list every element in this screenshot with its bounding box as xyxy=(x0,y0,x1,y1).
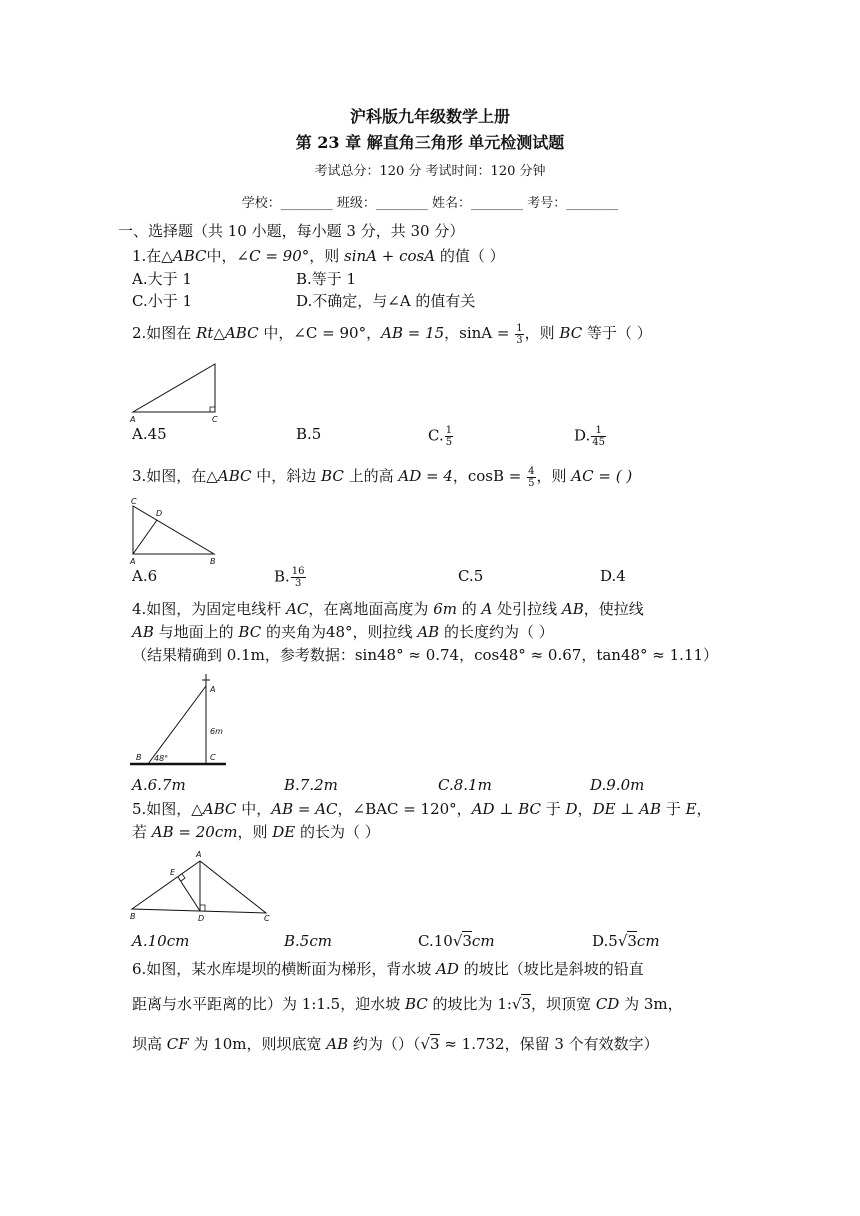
q6-stem-line-2: 距离与水平距离的比）为 1:1.5，迎水坡 BC 的坡比为 1:√3，坝顶宽 CD 为 3m， xyxy=(132,995,683,1013)
section-heading: 一、选择题（共 10 小题，每小题 3 分，共 30 分） xyxy=(118,222,465,240)
q3-option-d: D.4 xyxy=(600,567,626,585)
q5-stem-line-1: 5.如图，△ABC 中，AB = AC，∠BAC = 120°，AD ⊥ BC 于 D，DE ⊥ AB 于 E， xyxy=(132,800,712,818)
q2-label-a: A xyxy=(130,415,136,424)
q5-option-a: A.10cm xyxy=(132,932,190,950)
q2-triangle xyxy=(133,364,215,412)
q4-option-a: A.6.7m xyxy=(132,776,186,794)
q2-label-c: C xyxy=(212,415,218,424)
exam-info: 考试总分：120 分 考试时间：120 分钟 xyxy=(314,164,546,179)
q3-label-b: B xyxy=(210,557,216,566)
student-fields: 学校：________ 班级：________ 姓名：________ 考号：________ xyxy=(241,196,619,211)
q4-label-b: B xyxy=(136,753,142,762)
q4-label-angle: 48° xyxy=(154,754,169,763)
q1-option-a: A.大于 1 xyxy=(132,270,192,288)
q5-right-angle-d xyxy=(200,905,205,911)
q2-option-c: C. $\frac{1}{5}$ xyxy=(428,425,453,448)
q5-label-a: A xyxy=(196,850,202,859)
q3-triangle xyxy=(133,506,214,554)
q4-option-c: C.8.1m xyxy=(438,776,492,794)
q4-label-length: 6m xyxy=(210,727,223,736)
q2-stem: 2.如图在 Rt△ABC 中，∠C = 90°，AB = 15，sinA = $\frac{1}{3}$ ，则 BC 等于（ ） xyxy=(132,322,652,346)
q5-triangle xyxy=(132,861,266,913)
q4-stem-line-2: AB 与地面上的 BC 的夹角为48°，则拉线 AB 的长度约为（ ） xyxy=(132,623,554,641)
title-line-1: 沪科版九年级数学上册 xyxy=(349,107,510,126)
q5-stem-line-2: 若 AB = 20cm，则 DE 的长为（ ） xyxy=(132,823,380,841)
q5-option-b: B.5cm xyxy=(284,932,332,950)
q5-label-c: C xyxy=(264,914,270,923)
q1-option-c: C.小于 1 xyxy=(132,292,193,310)
q5-option-c: C.10√3cm xyxy=(418,932,495,950)
q3-label-c: C xyxy=(131,497,137,506)
q4-pole-figure xyxy=(128,672,230,770)
q4-stem-line-3: （结果精确到 0.1m，参考数据：sin48° ≈ 0.74，cos48° ≈ 0.67，tan48° ≈ 1.11） xyxy=(132,646,719,664)
q1-option-d: D.不确定，与∠A 的值有关 xyxy=(296,292,476,310)
q3-option-c: C.5 xyxy=(458,567,484,585)
q2-option-a: A.45 xyxy=(132,425,167,443)
q3-label-d: D xyxy=(156,509,163,518)
q5-label-d: D xyxy=(198,914,205,923)
q4-label-c: C xyxy=(210,753,216,762)
q2-option-b: B.5 xyxy=(296,425,322,443)
q3-altitude-ad xyxy=(133,520,157,554)
q1-stem: 1.在△ABC中，∠C = 90°，则 sinA + cosA 的值（ ） xyxy=(132,247,505,265)
q6-stem-line-3: 坝高 CF 为 10m，则坝底宽 AB 约为（）（√3 ≈ 1.732，保留 3 个有效数字） xyxy=(132,1035,659,1053)
q5-label-b: B xyxy=(130,912,136,921)
q5-segment-de xyxy=(178,877,200,911)
q5-option-d: D.5√3cm xyxy=(592,932,660,950)
q3-triangle-figure xyxy=(128,494,228,566)
q4-option-d: D.9.0m xyxy=(590,776,645,794)
q5-triangle-figure xyxy=(126,845,278,927)
q2-option-d: D. $\frac{1}{45}$ xyxy=(574,425,605,448)
q2-triangle-figure xyxy=(128,360,228,426)
q5-right-angle-e xyxy=(181,874,185,881)
q6-stem-line-1: 6.如图，某水库堤坝的横断面为梯形，背水坡 AD 的坡比（坡比是斜坡的铅直 xyxy=(132,960,644,978)
q2-fraction: $\frac{1}{3}$ xyxy=(516,322,523,346)
q4-stay-wire xyxy=(148,686,206,764)
q2-right-angle-mark xyxy=(210,407,215,412)
q4-label-a: A xyxy=(210,685,216,694)
q3-stem: 3.如图，在△ABC 中，斜边 BC 上的高 AD = 4，cosB = $\frac{4}{5}$ ，则 AC = ( ) xyxy=(132,465,633,489)
title-line-2: 第 23 章 解直角三角形 单元检测试题 xyxy=(295,133,565,152)
q5-label-e: E xyxy=(170,868,176,877)
q3-option-b: B. $\frac{16}{3}$ xyxy=(274,566,305,589)
q1-option-b: B.等于 1 xyxy=(296,270,357,288)
q3-label-a: A xyxy=(130,557,136,566)
q4-option-b: B.7.2m xyxy=(284,776,338,794)
q4-stem-line-1: 4.如图，为固定电线杆 AC，在离地面高度为 6m 的 A 处引拉线 AB，使拉线 xyxy=(132,600,644,618)
q3-option-a: A.6 xyxy=(132,567,158,585)
q3-fraction: $\frac{4}{5}$ xyxy=(528,465,535,489)
